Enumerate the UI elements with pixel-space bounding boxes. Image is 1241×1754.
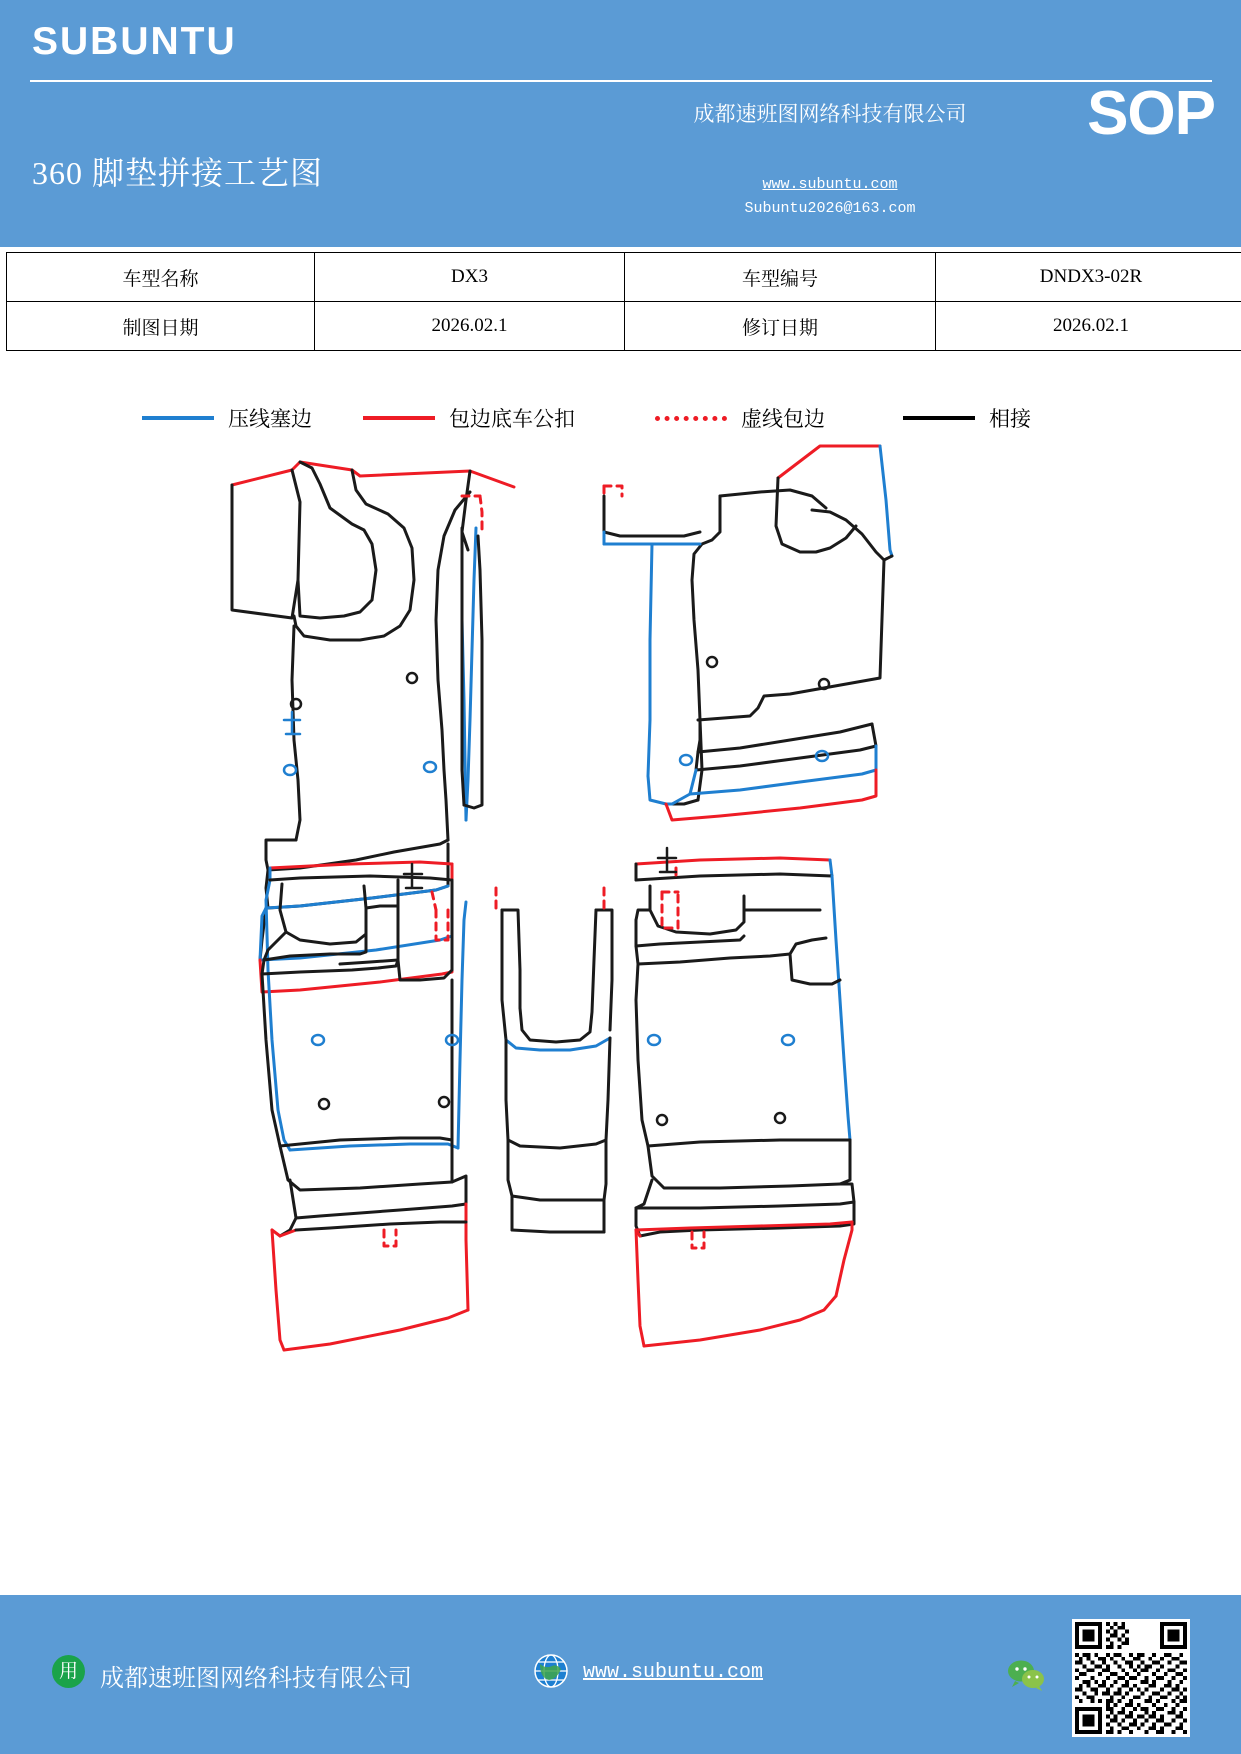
piece-front-right (604, 446, 892, 820)
label-model-code: 车型编号 (625, 253, 936, 302)
legend-line-red-icon (363, 416, 435, 420)
legend-label-1: 包边底车公扣 (449, 407, 575, 431)
header-email: Subuntu2026@163.com (744, 200, 916, 217)
table-row (7, 302, 1241, 351)
pattern-svg (0, 440, 1241, 1515)
globe-icon (533, 1653, 569, 1689)
footer-website-link[interactable]: www.subuntu.com (583, 1661, 764, 1684)
value-revision-date: 2026.02.1 (936, 302, 1241, 351)
piece-rear-center (502, 910, 612, 1232)
building-icon: 用 (52, 1655, 85, 1688)
header-divider (30, 80, 1212, 82)
label-draw-date: 制图日期 (7, 302, 315, 351)
legend-label-0: 压线塞边 (228, 407, 312, 431)
header-company-name: 成都速班图网络科技有限公司 (693, 102, 967, 126)
piece-front-left (232, 462, 514, 992)
footer-company-name: 成都速班图网络科技有限公司 (100, 1666, 412, 1692)
floor-mat-pattern-drawing (0, 440, 1241, 1515)
label-model-name: 车型名称 (7, 253, 315, 302)
legend-label-3: 相接 (989, 407, 1031, 431)
header-website-link[interactable]: www.subuntu.com (762, 176, 898, 193)
legend-label-2: 虚线包边 (741, 407, 825, 431)
legend (0, 398, 1241, 438)
legend-item-1 (363, 398, 575, 438)
value-draw-date: 2026.02.1 (315, 302, 625, 351)
legend-line-dotted-icon (655, 416, 727, 421)
page-title: 360 脚垫拼接工艺图 (32, 155, 324, 191)
vehicle-info-table (6, 252, 1241, 351)
legend-item-0 (142, 398, 312, 438)
piece-rear-right (604, 848, 854, 1346)
table-row (7, 253, 1241, 302)
brand-logo: SUBUNTU (32, 20, 237, 63)
legend-item-2 (655, 398, 825, 438)
page-footer (0, 1595, 1241, 1754)
legend-item-3 (903, 398, 1031, 438)
sop-badge: SOP (1087, 79, 1215, 148)
value-model-name: DX3 (315, 253, 625, 302)
wechat-icon (1006, 1659, 1046, 1691)
piece-rear-left (262, 862, 496, 1350)
label-revision-date: 修订日期 (625, 302, 936, 351)
value-model-code: DNDX3-02R (936, 253, 1241, 302)
page-header (0, 0, 1241, 247)
qr-code (1072, 1619, 1190, 1737)
legend-line-black-icon (903, 416, 975, 420)
legend-line-blue-icon (142, 416, 214, 420)
